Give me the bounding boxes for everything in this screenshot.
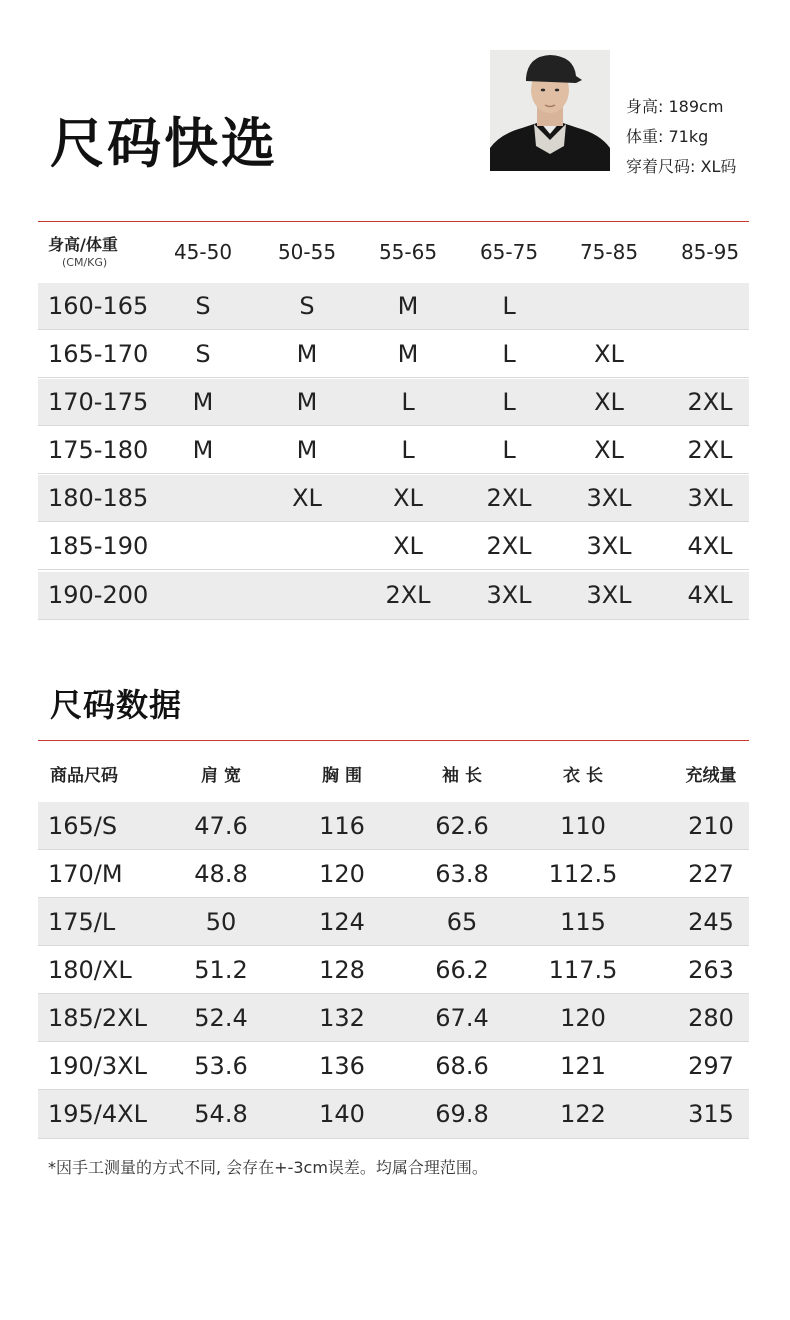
size-cell: 3XL (586, 532, 632, 560)
row-height: 160-165 (48, 292, 149, 320)
cell-value: 297 (688, 1052, 734, 1080)
table-row (38, 427, 749, 474)
row-size: 165/S (48, 812, 118, 840)
data-table-header (38, 742, 749, 802)
weight-col: 55-65 (378, 240, 438, 264)
divider-data (38, 740, 749, 741)
size-cell: M (192, 436, 214, 464)
size-cell: S (195, 292, 211, 320)
cell-value: 245 (688, 908, 734, 936)
cell-value: 136 (319, 1052, 365, 1080)
header-fill: 充绒量 (685, 766, 737, 786)
size-cell: 2XL (687, 388, 733, 416)
size-cell: 3XL (687, 484, 733, 512)
weight-col: 75-85 (579, 240, 639, 264)
size-cell: L (401, 436, 415, 464)
size-cell: XL (594, 340, 624, 368)
cell-value: 120 (319, 860, 365, 888)
header-height-weight: 身高/体重 (48, 235, 118, 254)
size-cell: 4XL (687, 532, 733, 560)
size-cell: M (397, 292, 419, 320)
cell-value: 47.6 (194, 812, 248, 840)
cell-value: 68.6 (435, 1052, 489, 1080)
row-size: 175/L (48, 908, 116, 936)
cell-value: 132 (319, 1004, 365, 1032)
weight-col: 45-50 (173, 240, 233, 264)
row-height: 190-200 (48, 581, 149, 609)
size-cell: XL (393, 532, 423, 560)
cell-value: 53.6 (194, 1052, 248, 1080)
size-cell: 3XL (586, 581, 632, 609)
row-height: 165-170 (48, 340, 149, 368)
table-row (38, 572, 749, 620)
cell-value: 280 (688, 1004, 734, 1032)
header-shoulder: 肩 宽 (201, 766, 241, 786)
cell-value: 121 (560, 1052, 606, 1080)
cell-value: 54.8 (194, 1100, 248, 1128)
cell-value: 120 (560, 1004, 606, 1032)
size-cell: XL (393, 484, 423, 512)
cell-value: 62.6 (435, 812, 489, 840)
model-info (626, 92, 736, 182)
table-row (38, 475, 749, 522)
size-cell: M (296, 340, 318, 368)
cell-value: 315 (688, 1100, 734, 1128)
header-unit: (CM/KG) (62, 256, 108, 269)
size-cell: 2XL (486, 532, 532, 560)
table-row (38, 379, 749, 426)
cell-value: 263 (688, 956, 734, 984)
size-cell: 2XL (687, 436, 733, 464)
cell-value: 110 (560, 812, 606, 840)
cell-value: 63.8 (435, 860, 489, 888)
cell-value: 116 (319, 812, 365, 840)
cell-value: 117.5 (548, 956, 618, 984)
size-cell: M (397, 340, 419, 368)
table-row (38, 523, 749, 570)
header-chest: 胸 围 (322, 766, 362, 786)
page-title: 尺码快选 (50, 112, 278, 175)
cell-value: 52.4 (194, 1004, 248, 1032)
table-row (38, 283, 749, 330)
size-cell: M (192, 388, 214, 416)
size-cell: L (401, 388, 415, 416)
header-sleeve: 袖 长 (442, 766, 482, 786)
model-size: 穿着尺码: XL码 (626, 157, 737, 176)
table-row (38, 802, 749, 850)
size-cell: XL (594, 436, 624, 464)
header-size: 商品尺码 (50, 766, 118, 786)
cell-value: 124 (319, 908, 365, 936)
size-cell: L (502, 388, 516, 416)
table-row (38, 850, 749, 898)
weight-col: 50-55 (277, 240, 337, 264)
size-cell: 4XL (687, 581, 733, 609)
cell-value: 69.8 (435, 1100, 489, 1128)
weight-col: 65-75 (479, 240, 539, 264)
size-cell: M (296, 388, 318, 416)
size-cell: 3XL (586, 484, 632, 512)
cell-value: 48.8 (194, 860, 248, 888)
size-cell: XL (594, 388, 624, 416)
weight-col: 85-95 (680, 240, 740, 264)
table-row (38, 946, 749, 994)
model-photo (490, 50, 610, 171)
size-cell: L (502, 292, 516, 320)
cell-value: 67.4 (435, 1004, 489, 1032)
cell-value: 140 (319, 1100, 365, 1128)
table-row (38, 1090, 749, 1139)
section-title-data: 尺码数据 (50, 686, 183, 724)
model-height: 身高: 189cm (626, 97, 724, 116)
size-cell: M (296, 436, 318, 464)
size-cell: S (195, 340, 211, 368)
header-length: 衣 长 (563, 766, 603, 786)
table-row (38, 1042, 749, 1090)
cell-value: 210 (688, 812, 734, 840)
row-height: 185-190 (48, 532, 149, 560)
cell-value: 50 (205, 908, 237, 936)
size-cell: 2XL (385, 581, 431, 609)
row-size: 180/XL (48, 956, 132, 984)
footnote: *因手工测量的方式不同, 会存在+-3cm误差。均属合理范围。 (48, 1158, 488, 1177)
row-size: 190/3XL (48, 1052, 147, 1080)
table-row (38, 994, 749, 1042)
cell-value: 128 (319, 956, 365, 984)
cell-value: 122 (560, 1100, 606, 1128)
size-cell: 2XL (486, 484, 532, 512)
quick-table-header (38, 222, 749, 282)
table-row (38, 898, 749, 946)
cell-value: 65 (446, 908, 478, 936)
size-cell: XL (292, 484, 322, 512)
row-height: 175-180 (48, 436, 149, 464)
row-height: 180-185 (48, 484, 149, 512)
row-size: 170/M (48, 860, 123, 888)
cell-value: 227 (688, 860, 734, 888)
size-cell: L (502, 340, 516, 368)
row-height: 170-175 (48, 388, 149, 416)
cell-value: 51.2 (194, 956, 248, 984)
size-cell: L (502, 436, 516, 464)
cell-value: 112.5 (548, 860, 618, 888)
table-row (38, 331, 749, 378)
cell-value: 66.2 (435, 956, 489, 984)
row-size: 185/2XL (48, 1004, 147, 1032)
model-weight: 体重: 71kg (626, 127, 709, 146)
cell-value: 115 (560, 908, 606, 936)
size-cell: S (299, 292, 315, 320)
size-cell: 3XL (486, 581, 532, 609)
row-size: 195/4XL (48, 1100, 147, 1128)
